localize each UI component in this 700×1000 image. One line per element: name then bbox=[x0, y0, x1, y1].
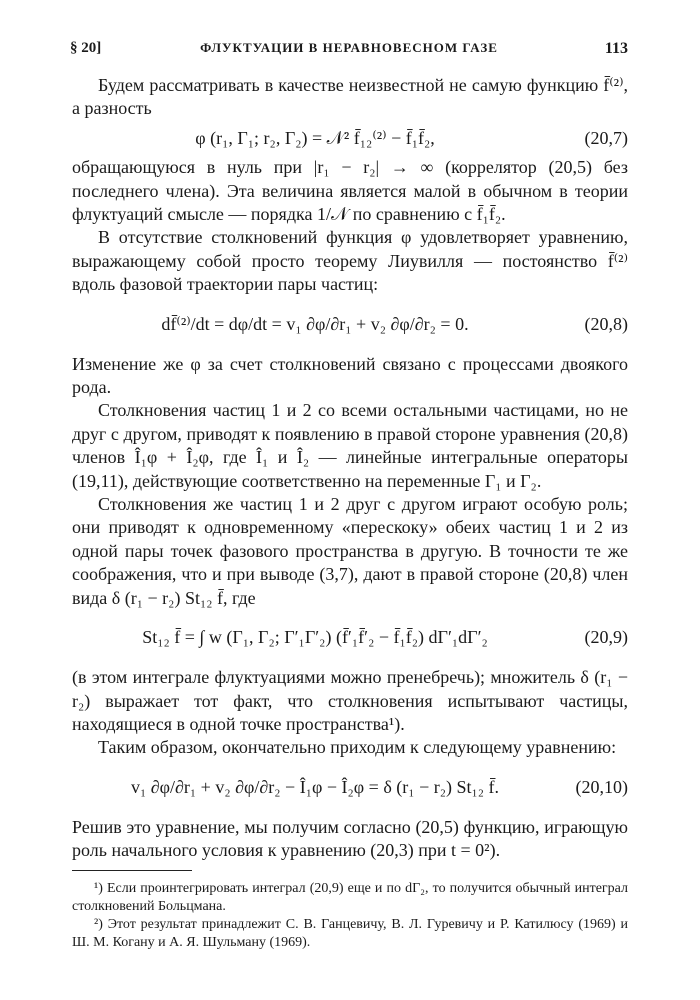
equation bbox=[72, 303, 628, 347]
running-header bbox=[70, 40, 628, 62]
paragraph: (в этом интеграле флуктуациями можно пренебречь); множитель δ (r₁ − r₂) выражает тот факт, что столкновения испытывают частицы, находящиеся в одной точке пространства¹). bbox=[72, 667, 628, 734]
running-title: ФЛУКТУАЦИИ В НЕРАВНОВЕСНОМ ГАЗЕ bbox=[200, 40, 498, 55]
footnotes bbox=[72, 880, 628, 952]
footnote: ¹) Если проинтегрировать интеграл (20,9) еще и по dΓ₂, то получится обычный интеграл столкновений Больцмана. bbox=[72, 881, 628, 914]
equation-formula: df̄⁽²⁾/dt = dφ/dt = v₁ ∂φ/∂r₁ + v₂ ∂φ/∂r₂ = 0. bbox=[161, 313, 469, 334]
paragraph: обращающуюся в нуль при |r₁ − r₂| → ∞ (коррелятор (20,5) без последнего члена). Эта величина является малой в обычном в теории флуктуаций смысле — порядка 1/𝒩 по сравнению с f̄₁f̄₂. bbox=[72, 157, 628, 225]
paragraph: Таким образом, окончательно приходим к следующему уравнению: bbox=[98, 737, 617, 758]
equation bbox=[72, 616, 628, 660]
equation-formula: St₁₂ f̄ = ∫ w (Γ₁, Γ₂; Γ′₁Γ′₂) (f̄′₁f̄′₂ − f̄₁f̄₂) dΓ′₁dΓ′₂ bbox=[142, 627, 488, 648]
equation-number: (20,10) bbox=[575, 776, 628, 797]
equation-formula: φ (r₁, Γ₁; r₂, Γ₂) = 𝒩² f̄₁₂⁽²⁾ − f̄₁f̄₂, bbox=[195, 127, 435, 148]
paragraph: Будем рассматривать в качестве неизвестной не самую функцию f̄⁽²⁾, а разность bbox=[72, 75, 628, 119]
page-number: 113 bbox=[604, 40, 628, 57]
footnote-rule bbox=[72, 870, 192, 871]
paragraph: Столкновения же частиц 1 и 2 друг с другом играют особую роль; они приводят к одновременному «перескоку» обеих частиц 1 и 2 из одной пары точек фазового пространства в другую. В точности те же соображения, что и при выводе (3,7), дают в правой стороне (20,8) член вида δ (r₁ − r₂) St₁₂ f̄, где bbox=[72, 494, 628, 608]
paragraph: Изменение же φ за счет столкновений связано с процессами двоякого рода. bbox=[72, 353, 628, 398]
paragraph: Решив это уравнение, мы получим согласно (20,5) функцию, играющую роль начального условия к уравнению (20,3) при t = 0²). bbox=[72, 816, 628, 861]
equation bbox=[72, 127, 628, 150]
equation bbox=[72, 766, 628, 810]
equation-number: (20,8) bbox=[584, 313, 628, 334]
paragraph: В отсутствие столкновений функция φ удовлетворяет уравнению, выражающему собой просто теорему Лиувилля — постоянство f̄⁽²⁾ вдоль фазовой траектории пары частиц: bbox=[72, 227, 628, 295]
paragraph: Столкновения частиц 1 и 2 со всеми остальными частицами, но не друг с другом, приводят к появлению в правой стороне уравнения (20,8) членов Î₁φ + Î₂φ, где Î₁ и Î₂ — линейные интегральные операторы (19,11), действующие соответственно на переменные Γ₁ и Γ₂. bbox=[72, 400, 628, 491]
equation-formula: v₁ ∂φ/∂r₁ + v₂ ∂φ/∂r₂ − Î₁φ − Î₂φ = δ (r₁ − r₂) St₁₂ f̄. bbox=[130, 776, 500, 797]
footnote: ²) Этот результат принадлежит С. В. Ганцевичу, В. Л. Гуревичу и Р. Катилюсу (1969) и Ш. М. Когану и А. Я. Шульману (1969). bbox=[72, 917, 628, 950]
section-marker: § 20] bbox=[70, 40, 102, 56]
equation-number: (20,7) bbox=[584, 127, 628, 148]
main-text bbox=[72, 74, 628, 863]
equation-number: (20,9) bbox=[584, 627, 628, 648]
